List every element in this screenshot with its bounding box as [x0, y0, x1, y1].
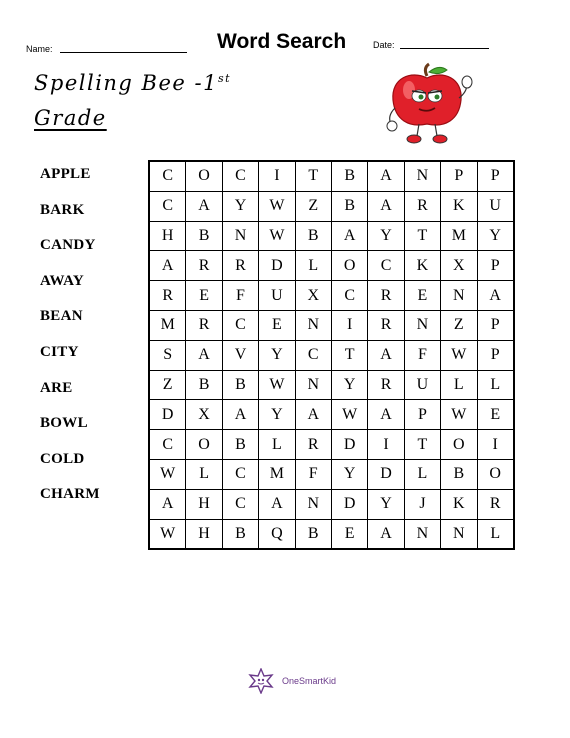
grid-cell: R: [149, 281, 186, 311]
grid-cell: C: [222, 489, 258, 519]
grid-cell: A: [477, 281, 514, 311]
grid-cell: B: [222, 519, 258, 549]
grid-cell: C: [149, 430, 186, 460]
subtitle-text: Spelling Bee -1: [34, 71, 218, 95]
grid-cell: Y: [368, 221, 404, 251]
grid-cell: B: [222, 430, 258, 460]
grid-cell: Y: [331, 370, 367, 400]
grid-cell: A: [368, 191, 404, 221]
subtitle-superscript: st: [217, 72, 232, 85]
grid-cell: B: [295, 519, 331, 549]
grid-cell: E: [404, 281, 440, 311]
grid-cell: R: [368, 370, 404, 400]
grid-cell: H: [149, 221, 186, 251]
grid-cell: H: [186, 519, 222, 549]
grid-cell: P: [477, 340, 514, 370]
grid-cell: N: [222, 221, 258, 251]
grid-cell: W: [441, 340, 477, 370]
grid-cell: F: [295, 459, 331, 489]
grid-cell: O: [186, 161, 222, 191]
grid-cell: W: [441, 400, 477, 430]
word-search-grid: [148, 160, 515, 550]
grid-row: [149, 310, 514, 340]
grid-cell: B: [222, 370, 258, 400]
grid-row: [149, 519, 514, 549]
grid-cell: R: [477, 489, 514, 519]
page-title: Word Search: [217, 30, 347, 53]
grid-cell: O: [331, 251, 367, 281]
grid-cell: U: [404, 370, 440, 400]
grid-row: [149, 489, 514, 519]
word-list: [40, 162, 100, 518]
grid-row: [149, 191, 514, 221]
grid-cell: C: [149, 161, 186, 191]
grid-cell: N: [404, 310, 440, 340]
grid-cell: Y: [259, 340, 295, 370]
grid-cell: C: [295, 340, 331, 370]
grid-cell: A: [186, 191, 222, 221]
grid-cell: Y: [222, 191, 258, 221]
grid-cell: A: [368, 161, 404, 191]
grid-cell: W: [331, 400, 367, 430]
grid-cell: I: [368, 430, 404, 460]
name-line: [60, 52, 187, 53]
word-item: CANDY: [40, 237, 96, 254]
grid-cell: I: [331, 310, 367, 340]
grid-cell: X: [186, 400, 222, 430]
word-item: COLD: [40, 450, 85, 467]
word-item: APPLE: [40, 166, 91, 182]
grid-cell: N: [441, 281, 477, 311]
grid-cell: P: [477, 161, 514, 191]
grid-cell: R: [186, 310, 222, 340]
grid-cell: S: [149, 340, 186, 370]
grid-cell: A: [368, 519, 404, 549]
grid-cell: A: [295, 400, 331, 430]
grid-cell: T: [404, 430, 440, 460]
date-label: Date:: [373, 40, 395, 50]
grid-cell: U: [477, 191, 514, 221]
grid-cell: B: [186, 221, 222, 251]
grid-cell: M: [149, 310, 186, 340]
grid-cell: Z: [295, 191, 331, 221]
grid-row: [149, 251, 514, 281]
grid-cell: R: [368, 281, 404, 311]
grid-cell: T: [404, 221, 440, 251]
grid-cell: P: [477, 310, 514, 340]
word-item: BOWL: [40, 415, 88, 432]
grid-cell: C: [368, 251, 404, 281]
grid-cell: C: [222, 161, 258, 191]
grid-cell: M: [441, 221, 477, 251]
grid-cell: Y: [368, 489, 404, 519]
grid-cell: B: [186, 370, 222, 400]
grid-cell: K: [404, 251, 440, 281]
grid-cell: F: [404, 340, 440, 370]
grid-cell: W: [149, 519, 186, 549]
grid-cell: B: [331, 191, 367, 221]
grid-cell: O: [441, 430, 477, 460]
grid-cell: W: [149, 459, 186, 489]
grid-cell: Y: [259, 400, 295, 430]
grid-cell: W: [259, 370, 295, 400]
grid-cell: L: [441, 370, 477, 400]
grid-cell: U: [259, 281, 295, 311]
grid-cell: H: [186, 489, 222, 519]
grid-cell: Z: [149, 370, 186, 400]
grid-cell: Z: [441, 310, 477, 340]
grid-cell: A: [368, 400, 404, 430]
subtitle-line2: Grade: [34, 106, 107, 130]
grid-cell: J: [404, 489, 440, 519]
grid-cell: A: [222, 400, 258, 430]
grid-cell: N: [295, 310, 331, 340]
grid-cell: R: [186, 251, 222, 281]
grid-cell: N: [441, 519, 477, 549]
grid-cell: X: [295, 281, 331, 311]
grid-cell: L: [295, 251, 331, 281]
grid-cell: N: [404, 161, 440, 191]
grid-cell: D: [331, 430, 367, 460]
grid-cell: V: [222, 340, 258, 370]
grid-row: [149, 221, 514, 251]
grid-row: [149, 400, 514, 430]
grid-cell: A: [368, 340, 404, 370]
grid-cell: N: [404, 519, 440, 549]
grid-cell: O: [477, 459, 514, 489]
grid-cell: B: [295, 221, 331, 251]
grid-cell: L: [259, 430, 295, 460]
grid-cell: A: [149, 251, 186, 281]
word-item: CHARM: [40, 486, 100, 503]
grid-cell: C: [331, 281, 367, 311]
grid-row: [149, 430, 514, 460]
apple-mascot-icon: [383, 62, 475, 148]
grid-cell: D: [259, 251, 295, 281]
grid-cell: X: [441, 251, 477, 281]
subtitle-line1: [34, 71, 231, 95]
grid-cell: I: [477, 430, 514, 460]
grid-cell: Y: [331, 459, 367, 489]
grid-cell: A: [259, 489, 295, 519]
grid-cell: E: [477, 400, 514, 430]
grid-cell: L: [477, 370, 514, 400]
grid-cell: L: [477, 519, 514, 549]
grid-cell: B: [331, 161, 367, 191]
word-item: BEAN: [40, 308, 83, 325]
grid-cell: F: [222, 281, 258, 311]
grid-cell: W: [259, 221, 295, 251]
grid-cell: C: [222, 459, 258, 489]
word-item: BARK: [40, 201, 85, 218]
word-item: AWAY: [40, 272, 84, 289]
grid-cell: K: [441, 489, 477, 519]
grid-cell: I: [259, 161, 295, 191]
grid-cell: R: [222, 251, 258, 281]
grid-cell: B: [441, 459, 477, 489]
grid-cell: C: [222, 310, 258, 340]
grid-cell: C: [149, 191, 186, 221]
word-item: ARE: [40, 379, 73, 396]
grid-cell: D: [331, 489, 367, 519]
grid-cell: R: [368, 310, 404, 340]
grid-cell: K: [441, 191, 477, 221]
grid-cell: M: [259, 459, 295, 489]
grid-cell: A: [149, 489, 186, 519]
grid-cell: P: [477, 251, 514, 281]
grid-cell: Y: [477, 221, 514, 251]
grid-cell: R: [404, 191, 440, 221]
grid-cell: L: [186, 459, 222, 489]
grid-cell: N: [295, 489, 331, 519]
grid-cell: D: [149, 400, 186, 430]
grid-cell: O: [186, 430, 222, 460]
grid-cell: P: [441, 161, 477, 191]
grid-cell: E: [259, 310, 295, 340]
word-item: CITY: [40, 343, 79, 360]
grid-cell: E: [186, 281, 222, 311]
grid-cell: T: [295, 161, 331, 191]
grid-cell: L: [404, 459, 440, 489]
brand-name: OneSmartKid: [282, 676, 337, 686]
name-label: Name:: [26, 44, 53, 54]
grid-cell: R: [295, 430, 331, 460]
grid-cell: E: [331, 519, 367, 549]
grid-row: [149, 459, 514, 489]
grid-cell: A: [186, 340, 222, 370]
grid-cell: D: [368, 459, 404, 489]
grid-row: [149, 281, 514, 311]
grid-row: [149, 370, 514, 400]
grid-cell: P: [404, 400, 440, 430]
grid-row: [149, 340, 514, 370]
brand-logo-icon: [248, 668, 274, 694]
date-line: [400, 48, 489, 49]
grid-cell: N: [295, 370, 331, 400]
brand-footer: [248, 668, 336, 694]
grid-cell: T: [331, 340, 367, 370]
grid-cell: W: [259, 191, 295, 221]
grid-row: [149, 161, 514, 191]
grid-cell: A: [331, 221, 367, 251]
grid-cell: Q: [259, 519, 295, 549]
